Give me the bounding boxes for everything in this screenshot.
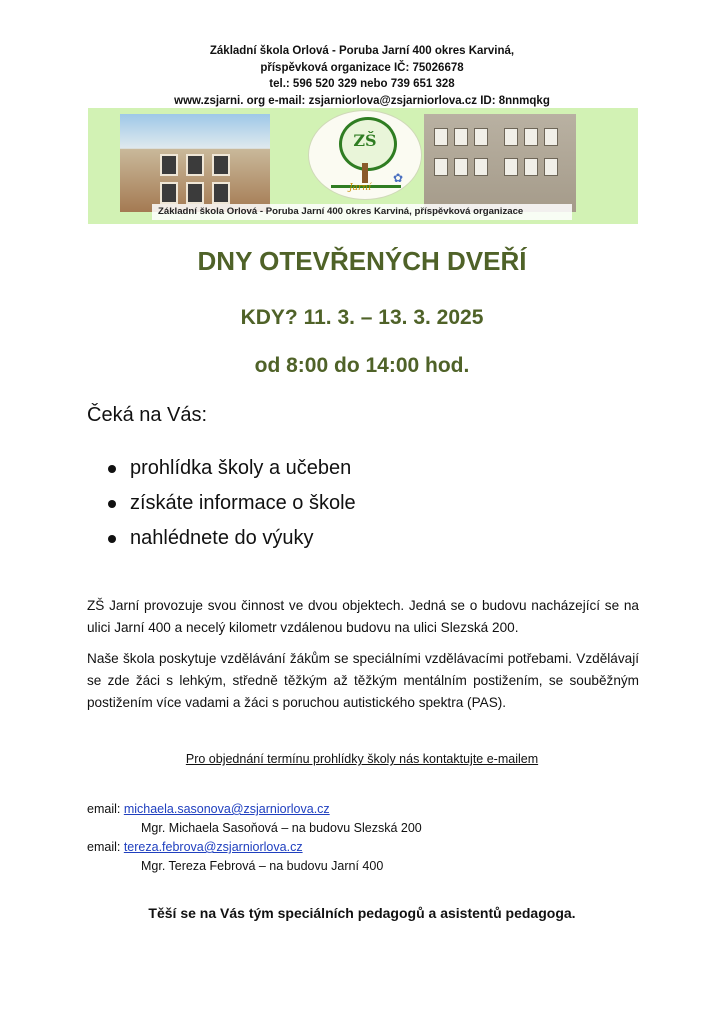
list-item: prohlídka školy a učeben — [108, 451, 356, 486]
list-item: nahlédnete do výuky — [108, 521, 356, 556]
logo-subtext: Jarní — [349, 183, 371, 193]
contact-person: Mgr. Michaela Sasoňová – na budovu Slezská 200 — [141, 821, 422, 835]
header-organization: příspěvková organizace IČ: 75026678 — [260, 61, 464, 74]
header-web-email: www.zsjarni. org e-mail: zsjarniorlova@zsjarniorlova.cz ID: 8nnmqkg — [174, 94, 550, 107]
banner-caption: Základní škola Orlová - Poruba Jarní 400 okres Karviná, příspěvková organizace — [152, 204, 572, 220]
contact-person: Mgr. Tereza Febrová – na budovu Jarní 400 — [141, 859, 384, 873]
logo-text: ZŠ — [353, 131, 377, 150]
closing-message: Těší se na Vás tým speciálních pedagogů a asistentů pedagoga. — [148, 905, 576, 921]
bullet-icon — [108, 535, 116, 543]
school-logo — [308, 110, 422, 200]
email-link-febrova[interactable]: tereza.febrova@zsjarniorlova.cz — [123, 840, 303, 854]
header-phone: tel.: 596 520 329 nebo 739 651 328 — [269, 78, 455, 90]
event-hours: od 8:00 do 14:00 hod. — [254, 354, 470, 377]
contact-email-row — [87, 800, 422, 819]
contact-email-row — [87, 838, 422, 857]
email-label: email: — [87, 802, 121, 816]
header-school-name: Základní škola Orlová - Poruba Jarní 400 okres Karviná, — [209, 45, 515, 57]
await-label: Čeká na Vás: — [87, 404, 208, 426]
page-title: DNY OTEVŘENÝCH DVEŘÍ — [197, 246, 527, 276]
school-building-photo-left — [120, 114, 270, 212]
email-label: email: — [87, 840, 121, 854]
contact-heading: Pro objednání termínu prohlídky školy nás kontaktujte e-mailem — [185, 752, 539, 766]
event-dates: KDY? 11. 3. – 13. 3. 2025 — [240, 306, 484, 329]
flower-icon: ✿ — [393, 171, 404, 185]
bullet-icon — [108, 500, 116, 508]
paragraph-education: Naše škola poskytuje vzdělávání žákům se speciálními vzdělávacími potřebami. Vzdělávají se zde žáci s lehkým, středně těžkým až těžkým mentálním postižením, se souběžným postižením více vadami a žáci s poruchou autistického spektra (PAS). — [87, 651, 639, 710]
bullet-icon — [108, 465, 116, 473]
school-header — [0, 43, 724, 109]
paragraph-buildings: ZŠ Jarní provozuje svou činnost ve dvou objektech. Jedná se o budovu nacházející se na ulici Jarní 400 a necelý kilometr vzdálenou budovu na ulici Slezská 200. — [87, 598, 639, 635]
school-building-photo-right — [424, 114, 576, 212]
contact-list — [87, 800, 422, 876]
offer-list — [108, 451, 356, 556]
school-banner-image — [88, 108, 638, 224]
email-link-sasonova[interactable]: michaela.sasonova@zsjarniorlova.cz — [123, 802, 330, 816]
list-item: získáte informace o škole — [108, 486, 356, 521]
